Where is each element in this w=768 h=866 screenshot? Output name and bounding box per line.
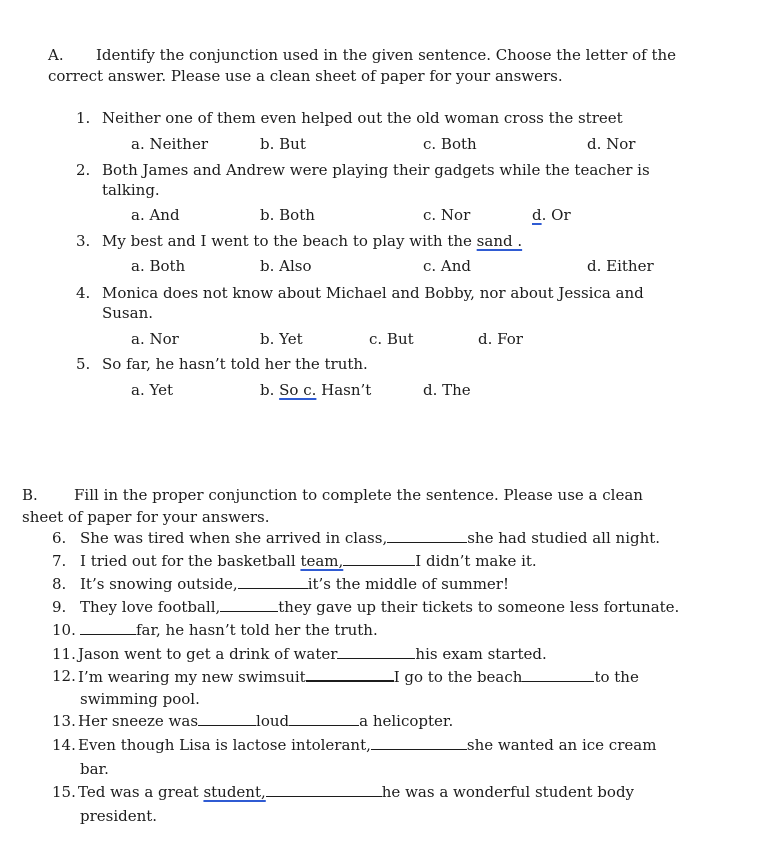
option-a: a. Yet <box>131 381 173 399</box>
answer-blank <box>337 644 415 659</box>
question-number: 8. <box>52 575 67 593</box>
sentence-part: Her sneeze was <box>78 712 199 730</box>
question-number: 10. <box>52 621 76 639</box>
fill-sentence <box>80 597 679 617</box>
fill-sentence-cont: president. <box>80 807 158 825</box>
question-text-cont: Susan. <box>102 304 154 322</box>
question-text: So far, he hasn’t told her the truth. <box>102 355 368 373</box>
question-number: 12. <box>52 667 76 685</box>
option-a: a. Neither <box>131 135 209 153</box>
section-b-letter: B. <box>22 486 38 504</box>
sentence-part: Ted was a great <box>78 783 204 801</box>
sentence-part: They love football, <box>80 598 221 616</box>
option-d: d. The <box>423 381 471 399</box>
option-d: d. For <box>478 330 523 348</box>
option-a: a. And <box>131 206 180 224</box>
fill-sentence <box>80 551 537 571</box>
option-c-text: Hasn’t <box>316 381 372 399</box>
fill-sentence <box>78 666 639 687</box>
fill-sentence <box>80 620 378 640</box>
question-number: 13. <box>52 712 76 730</box>
answer-blank <box>343 551 415 566</box>
question-number: 6. <box>52 529 67 547</box>
answer-blank <box>289 711 359 726</box>
question-number: 1. <box>76 109 91 127</box>
question-number: 11. <box>52 645 76 663</box>
option-c: c. And <box>423 257 472 275</box>
sentence-part: I tried out for the basketball <box>80 552 301 570</box>
question-number: 2. <box>76 161 91 179</box>
sentence-part: It’s snowing outside, <box>80 575 238 593</box>
fill-sentence <box>78 782 634 802</box>
option-c: c. Both <box>423 135 477 153</box>
fill-sentence <box>78 644 547 664</box>
option-c: c. But <box>369 330 414 348</box>
answer-blank <box>306 666 394 682</box>
option-d <box>532 205 571 225</box>
sentence-part: far, he hasn’t told her the truth. <box>136 621 378 639</box>
question-text-cont: talking. <box>102 181 160 199</box>
option-b-and-c <box>260 380 371 400</box>
answer-blank <box>522 667 594 682</box>
question-text-main: My best and I went to the beach to play with the <box>102 232 477 250</box>
sentence-underlined: team, <box>300 552 344 570</box>
option-b: b. Yet <box>260 330 303 348</box>
sentence-part: she wanted an ice cream <box>466 736 657 754</box>
fill-sentence <box>78 711 453 731</box>
question-text <box>102 231 522 251</box>
option-d: d. Either <box>587 257 654 275</box>
question-number: 14. <box>52 736 76 754</box>
sentence-part: She was tired when she arrived in class, <box>80 529 388 547</box>
answer-blank <box>220 597 278 612</box>
sentence-part: to the <box>594 668 639 686</box>
question-number: 9. <box>52 598 67 616</box>
question-text: Monica does not know about Michael and Bobby, nor about Jessica and <box>102 284 644 302</box>
question-text: Both James and Andrew were playing their gadgets while the teacher is <box>102 161 650 179</box>
section-a-instruction: Identify the conjunction used in the given sentence. Choose the letter of the <box>96 46 677 64</box>
sentence-part: they gave up their tickets to someone less fortunate. <box>278 598 680 616</box>
question-number: 7. <box>52 552 67 570</box>
question-number: 3. <box>76 232 91 250</box>
option-d-text: . Or <box>541 206 571 224</box>
question-number: 4. <box>76 284 91 302</box>
fill-sentence <box>80 528 660 548</box>
option-c: c. Nor <box>423 206 471 224</box>
section-b-instruction: Fill in the proper conjunction to complete the sentence. Please use a clean <box>74 486 643 504</box>
sentence-part: he was a wonderful student body <box>381 783 635 801</box>
sentence-part: she had studied all night. <box>467 529 661 547</box>
fill-sentence-cont: bar. <box>80 760 109 778</box>
answer-blank <box>387 528 467 543</box>
sentence-part: it’s the middle of summer! <box>307 575 510 593</box>
sentence-part: I’m wearing my new swimsuit <box>78 668 306 686</box>
sentence-part: loud <box>256 712 290 730</box>
answer-blank <box>371 735 467 750</box>
option-b: b. Also <box>260 257 312 275</box>
fill-sentence <box>80 574 509 594</box>
answer-blank <box>238 574 308 589</box>
answer-blank <box>266 782 382 797</box>
option-a: a. Both <box>131 257 186 275</box>
option-b: b. Both <box>260 206 315 224</box>
sentence-part: Even though Lisa is lactose intolerant, <box>78 736 371 754</box>
answer-blank <box>80 620 136 635</box>
sentence-part: his exam started. <box>415 645 547 663</box>
section-b-instruction-cont: sheet of paper for your answers. <box>22 508 270 526</box>
sentence-part: Jason went to get a drink of water <box>78 645 338 663</box>
option-d-letter: d <box>532 206 542 224</box>
question-text: Neither one of them even helped out the old woman cross the street <box>102 109 623 127</box>
question-text-underlined: sand . <box>476 232 523 250</box>
option-b: b. But <box>260 135 306 153</box>
sentence-part: I go to the beach <box>393 668 523 686</box>
option-a: a. Nor <box>131 330 179 348</box>
option-b-prefix: b. <box>260 381 280 399</box>
fill-sentence <box>78 735 656 755</box>
option-b-underlined: So c. <box>279 381 317 399</box>
question-number: 15. <box>52 783 76 801</box>
option-d: d. Nor <box>587 135 636 153</box>
sentence-underlined: student, <box>203 783 266 801</box>
section-a-letter: A. <box>48 46 64 64</box>
fill-sentence-cont: swimming pool. <box>80 690 200 708</box>
sentence-part: a helicopter. <box>359 712 454 730</box>
question-number: 5. <box>76 355 91 373</box>
answer-blank <box>198 711 256 726</box>
section-a-instruction-cont: correct answer. Please use a clean sheet of paper for your answers. <box>48 67 563 85</box>
sentence-part: I didn’t make it. <box>415 552 537 570</box>
